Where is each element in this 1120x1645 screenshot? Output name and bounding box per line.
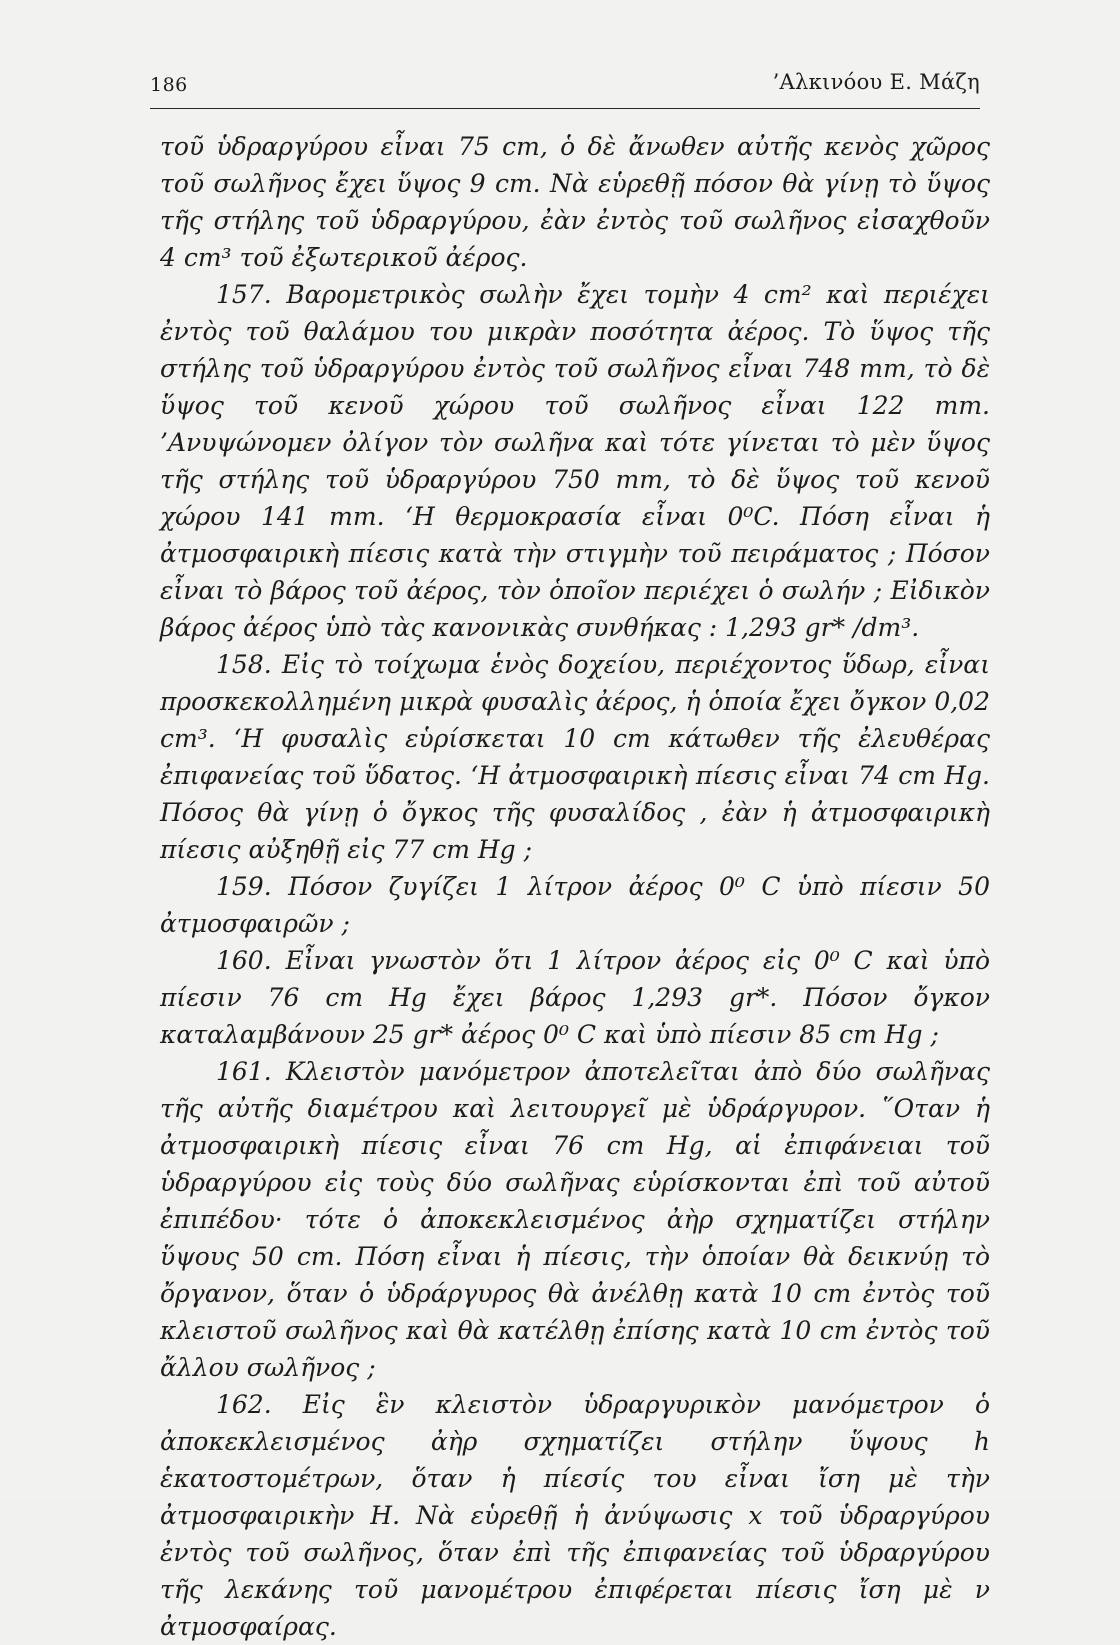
- problem-162: 162. Εἰς ἓν κλειστὸν ὑδραργυρικὸν μανόμετρον ὁ ἀποκεκλεισμένος ἀὴρ σχηματίζει στήλην ὕψους h ἑκατοστομέτρων, ὅταν ἡ πίεσίς του εἶναι ἴση μὲ τὴν ἀτμοσφαιρικὴν Η. Νὰ εὑρεθῇ ἡ ἀνύψωσις x τοῦ ὑδραργύρου ἐντὸς τοῦ σωλῆνος, ὅταν ἐπὶ τῆς ἐπιφανείας τοῦ ὑδραργύρου τῆς λεκάνης τοῦ μανομέτρου ἐπιφέρεται πίεσις ἴση μὲ ν ἀτμοσφαίρας.: [160, 1390, 990, 1641]
- page-number: 186: [150, 74, 188, 96]
- problem-160: 160. Εἶναι γνωστὸν ὅτι 1 λίτρον ἀέρος εἰς 0⁰ C καὶ ὑπὸ πίεσιν 76 cm Hg ἔχει βάρος 1,293 gr*. Πόσον ὄγκον καταλαμβάνουν 25 gr* ἀέρος 0⁰ C καὶ ὑπὸ πίεσιν 85 cm Hg ;: [160, 946, 990, 1049]
- page-header: [150, 68, 980, 109]
- page-body: [160, 128, 990, 1645]
- problem-159: 159. Πόσον ζυγίζει 1 λίτρον ἀέρος 0⁰ C ὑπὸ πίεσιν 50 ἀτμοσφαιρῶν ;: [160, 872, 990, 938]
- problem-161: 161. Κλειστὸν μανόμετρον ἀποτελεῖται ἀπὸ δύο σωλῆνας τῆς αὐτῆς διαμέτρου καὶ λειτουργεῖ μὲ ὑδράργυρον. ῞Οταν ἡ ἀτμοσφαιρικὴ πίεσις εἶναι 76 cm Hg, αἱ ἐπιφάνειαι τοῦ ὑδραργύρου εἰς τοὺς δύο σωλῆνας εὑρίσκονται ἐπὶ τοῦ αὐτοῦ ἐπιπέδου· τότε ὁ ἀποκεκλεισμένος ἀὴρ σχηματίζει στήλην ὕψους 50 cm. Πόση εἶναι ἡ πίεσις, τὴν ὁποίαν θὰ δεικνύῃ τὸ ὄργανον, ὅταν ὁ ὑδράργυρος θὰ ἀνέλθῃ κατὰ 10 cm ἐντὸς τοῦ κλειστοῦ σωλῆνος καὶ θὰ κατέλθῃ ἐπίσης κατὰ 10 cm ἐντὸς τοῦ ἄλλου σωλῆνος ;: [160, 1057, 990, 1382]
- paragraph-continuation: τοῦ ὑδραργύρου εἶναι 75 cm, ὁ δὲ ἄνωθεν αὐτῆς κενὸς χῶρος τοῦ σωλῆνος ἔχει ὕψος 9 cm. Νὰ εὑρεθῇ πόσον θὰ γίνῃ τὸ ὕψος τῆς στήλης τοῦ ὑδραργύρου, ἐὰν ἐντὸς τοῦ σωλῆνος εἰσαχθοῦν 4 cm³ τοῦ ἐξωτερικοῦ ἀέρος.: [160, 132, 990, 272]
- running-head: ’Αλκινόου Ε. Μάζη: [772, 70, 980, 94]
- problem-157: 157. Βαρομετρικὸς σωλὴν ἔχει τομὴν 4 cm² καὶ περιέχει ἐντὸς τοῦ θαλάμου του μικρὰν ποσότητα ἀέρος. Τὸ ὕψος τῆς στήλης τοῦ ὑδραργύρου ἐντὸς τοῦ σωλῆνος εἶναι 748 mm, τὸ δὲ ὕψος τοῦ κενοῦ χώρου τοῦ σωλῆνος εἶναι 122 mm. ’Ανυψώνομεν ὀλίγον τὸν σωλῆνα καὶ τότε γίνεται τὸ μὲν ὕψος τῆς στήλης τοῦ ὑδραργύρου 750 mm, τὸ δὲ ὕψος τοῦ κενοῦ χώρου 141 mm. ‘Η θερμοκρασία εἶναι 0⁰C. Πόση εἶναι ἡ ἀτμοσφαιρικὴ πίεσις κατὰ τὴν στιγμὴν τοῦ πειράματος ; Πόσον εἶναι τὸ βάρος τοῦ ἀέρος, τὸν ὁποῖον περιέχει ὁ σωλήν ; Εἰδικὸν βάρος ἀέρος ὑπὸ τὰς κανονικὰς συνθήκας : 1,293 gr* /dm³.: [160, 280, 990, 642]
- problem-158: 158. Εἰς τὸ τοίχωμα ἑνὸς δοχείου, περιέχοντος ὕδωρ, εἶναι προσκεκολλημένη μικρὰ φυσαλὶς ἀέρος, ἡ ὁποία ἔχει ὄγκον 0,02 cm³. ‘Η φυσαλὶς εὑρίσκεται 10 cm κάτωθεν τῆς ἐλευθέρας ἐπιφανείας τοῦ ὕδατος. ‘Η ἀτμοσφαιρικὴ πίεσις εἶναι 74 cm Hg. Πόσος θὰ γίνῃ ὁ ὄγκος τῆς φυσαλίδος , ἐὰν ἡ ἀτμοσφαιρικὴ πίεσις αὐξηθῇ εἰς 77 cm Hg ;: [160, 650, 990, 864]
